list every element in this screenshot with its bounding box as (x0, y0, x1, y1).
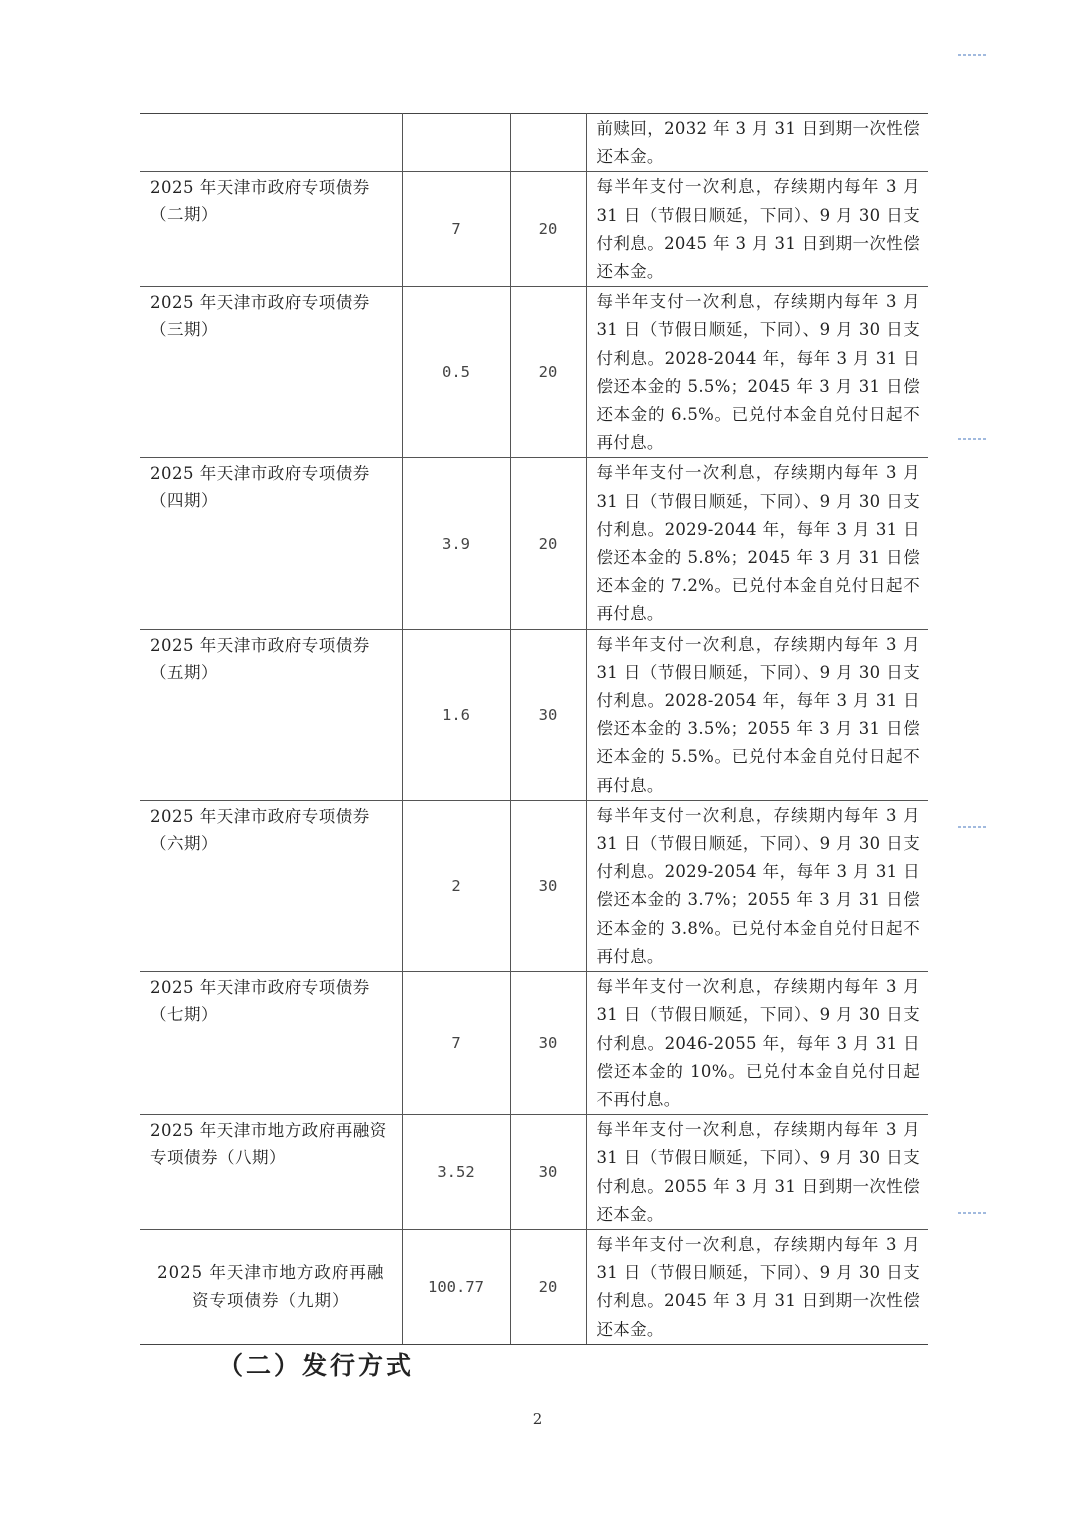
repayment-cell: 前赎回，2032 年 3 月 31 日到期一次性偿还本金。 (586, 114, 928, 172)
repayment-cell: 每半年支付一次利息，存续期内每年 3 月 31 日（节假日顺延，下同）、9 月 30 日支付利息。2045 年 3 月 31 日到期一次性偿还本金。 (586, 172, 928, 287)
amount-cell: 2 (402, 800, 510, 971)
bond-name-cell: 2025 年天津市地方政府再融资专项债券（八期） (140, 1115, 402, 1230)
table-row (140, 1229, 928, 1344)
term-cell: 20 (510, 172, 586, 287)
table-row (140, 629, 928, 800)
term-cell: 20 (510, 1229, 586, 1344)
scan-mark (958, 826, 988, 828)
term-cell: 20 (510, 458, 586, 629)
repayment-cell: 每半年支付一次利息，存续期内每年 3 月 31 日（节假日顺延，下同）、9 月 30 日支付利息。2029-2044 年，每年 3 月 31 日偿还本金的 5.8%；2045 年 3 月 31 日偿还本金的 7.2%。已兑付本金自兑付日起不再付息。 (586, 458, 928, 629)
table-row (140, 172, 928, 287)
table-row (140, 1115, 928, 1230)
bond-name-cell: 2025 年天津市政府专项债券（四期） (140, 458, 402, 629)
scan-mark (958, 1212, 988, 1214)
amount-cell: 0.5 (402, 287, 510, 458)
repayment-cell: 每半年支付一次利息，存续期内每年 3 月 31 日（节假日顺延，下同）、9 月 30 日支付利息。2045 年 3 月 31 日到期一次性偿还本金。 (586, 1229, 928, 1344)
repayment-cell: 每半年支付一次利息，存续期内每年 3 月 31 日（节假日顺延，下同）、9 月 30 日支付利息。2046-2055 年，每年 3 月 31 日偿还本金的 10%。已兑付本金自兑付日起不再付息。 (586, 972, 928, 1115)
table-row (140, 114, 928, 172)
bond-name-cell: 2025 年天津市政府专项债券（三期） (140, 287, 402, 458)
term-cell: 30 (510, 629, 586, 800)
scan-mark (958, 438, 988, 440)
amount-cell (402, 114, 510, 172)
term-cell: 20 (510, 287, 586, 458)
section-heading: （二）发行方式 (218, 1351, 415, 1380)
amount-cell: 3.9 (402, 458, 510, 629)
term-cell: 30 (510, 1115, 586, 1230)
scan-mark (958, 54, 988, 56)
term-cell (510, 114, 586, 172)
term-cell: 30 (510, 972, 586, 1115)
bond-name-cell: 2025 年天津市政府专项债券（七期） (140, 972, 402, 1115)
bond-name-cell (140, 114, 402, 172)
table-row (140, 972, 928, 1115)
table-row (140, 458, 928, 629)
repayment-cell: 每半年支付一次利息，存续期内每年 3 月 31 日（节假日顺延，下同）、9 月 30 日支付利息。2029-2054 年，每年 3 月 31 日偿还本金的 3.7%；2055 年 3 月 31 日偿还本金的 3.8%。已兑付本金自兑付日起不再付息。 (586, 800, 928, 971)
repayment-cell: 每半年支付一次利息，存续期内每年 3 月 31 日（节假日顺延，下同）、9 月 30 日支付利息。2055 年 3 月 31 日到期一次性偿还本金。 (586, 1115, 928, 1230)
repayment-cell: 每半年支付一次利息，存续期内每年 3 月 31 日（节假日顺延，下同）、9 月 30 日支付利息。2028-2054 年，每年 3 月 31 日偿还本金的 3.5%；2055 年 3 月 31 日偿还本金的 5.5%。已兑付本金自兑付日起不再付息。 (586, 629, 928, 800)
amount-cell: 1.6 (402, 629, 510, 800)
amount-cell: 7 (402, 172, 510, 287)
amount-cell: 100.77 (402, 1229, 510, 1344)
table-row (140, 287, 928, 458)
bond-name-cell: 2025 年天津市地方政府再融资专项债券（九期） (140, 1229, 402, 1344)
page-number: 2 (532, 1410, 543, 1428)
bond-table (140, 113, 928, 1345)
bond-name-cell: 2025 年天津市政府专项债券（六期） (140, 800, 402, 971)
amount-cell: 3.52 (402, 1115, 510, 1230)
term-cell: 30 (510, 800, 586, 971)
bond-name-cell: 2025 年天津市政府专项债券（五期） (140, 629, 402, 800)
table-row (140, 800, 928, 971)
amount-cell: 7 (402, 972, 510, 1115)
bond-name-cell: 2025 年天津市政府专项债券（二期） (140, 172, 402, 287)
repayment-cell: 每半年支付一次利息，存续期内每年 3 月 31 日（节假日顺延，下同）、9 月 30 日支付利息。2028-2044 年，每年 3 月 31 日偿还本金的 5.5%；2045 年 3 月 31 日偿还本金的 6.5%。已兑付本金自兑付日起不再付息。 (586, 287, 928, 458)
